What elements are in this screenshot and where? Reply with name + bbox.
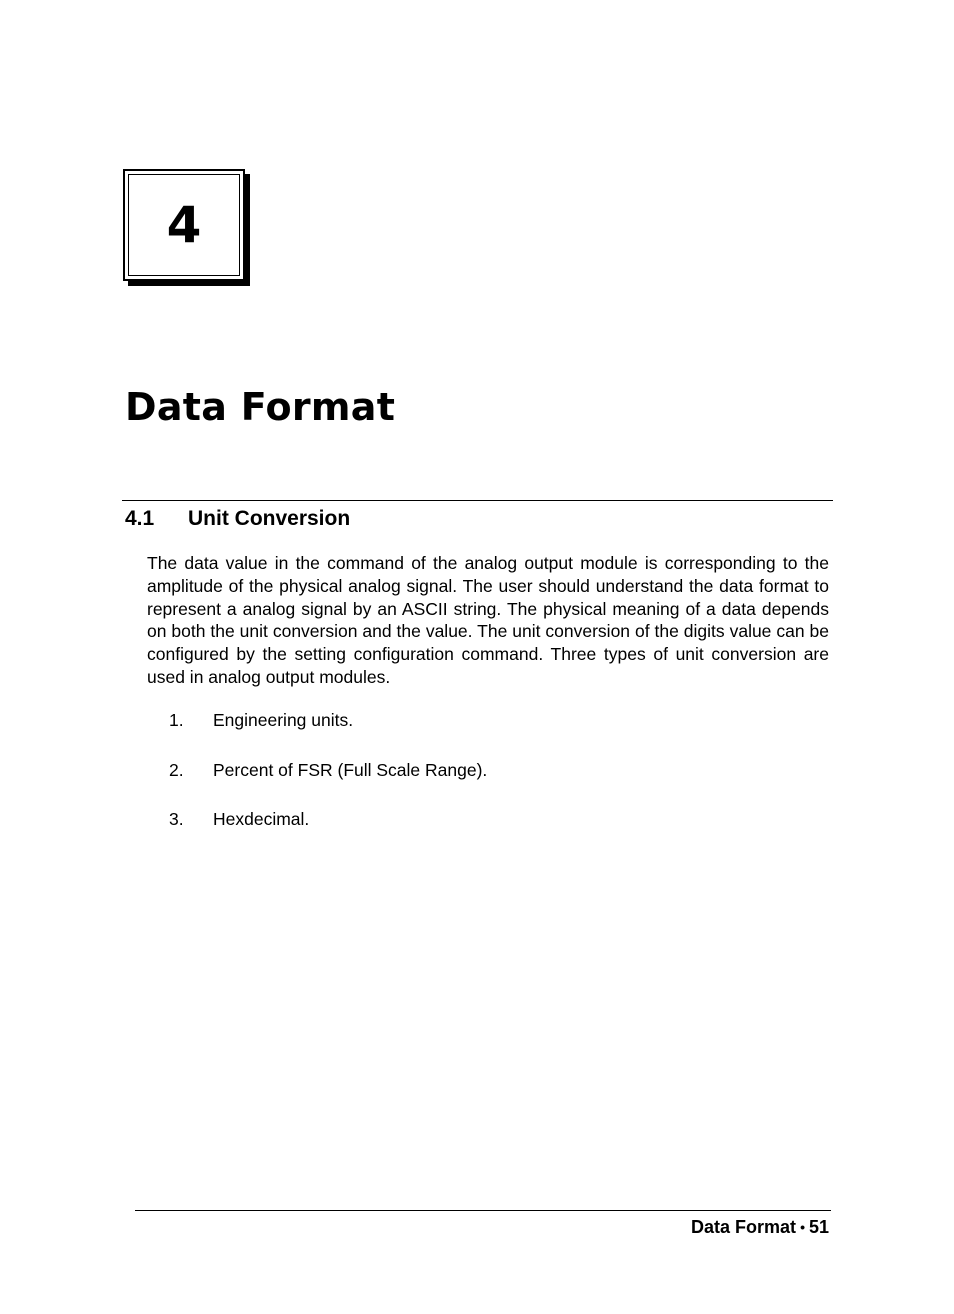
- footer-title: Data Format: [691, 1217, 797, 1237]
- footer-divider: [135, 1210, 831, 1211]
- page-number: 51: [808, 1217, 829, 1237]
- chapter-title: Data Format: [125, 385, 396, 429]
- section-title: Unit Conversion: [188, 507, 351, 530]
- section-paragraph: The data value in the command of the analog output module is corresponding to the amplitude of the physical analog signal. The user should understand the data format to represent a analog signal by an ASCII string. The physical meaning of a data depends on both the unit conversion and the value. The unit conversion of the digits value can be configured by the setting configuration command. Three types of unit conversion are used in analog output modules.: [147, 553, 829, 687]
- list-item-number: 1.: [169, 710, 184, 730]
- chapter-number-box: [123, 169, 245, 281]
- list-item: [169, 807, 487, 857]
- list-item-text: Hexdecimal.: [213, 809, 310, 829]
- list-item-number: 2.: [169, 759, 184, 780]
- section-divider: [122, 500, 833, 501]
- chapter-number: 4: [166, 196, 202, 254]
- page-footer: [691, 1215, 829, 1239]
- list-item-number: 3.: [169, 809, 184, 829]
- list-item-text: Engineering units.: [213, 710, 354, 730]
- unit-conversion-list: [169, 708, 487, 857]
- section-number: 4.1: [125, 507, 155, 530]
- section-heading: [125, 506, 350, 532]
- list-item-text: Percent of FSR (Full Scale Range).: [213, 759, 488, 780]
- list-item: [169, 758, 487, 808]
- chapter-number-box-inner: [128, 174, 240, 276]
- list-item: [169, 708, 487, 758]
- footer-separator: •: [800, 1219, 805, 1235]
